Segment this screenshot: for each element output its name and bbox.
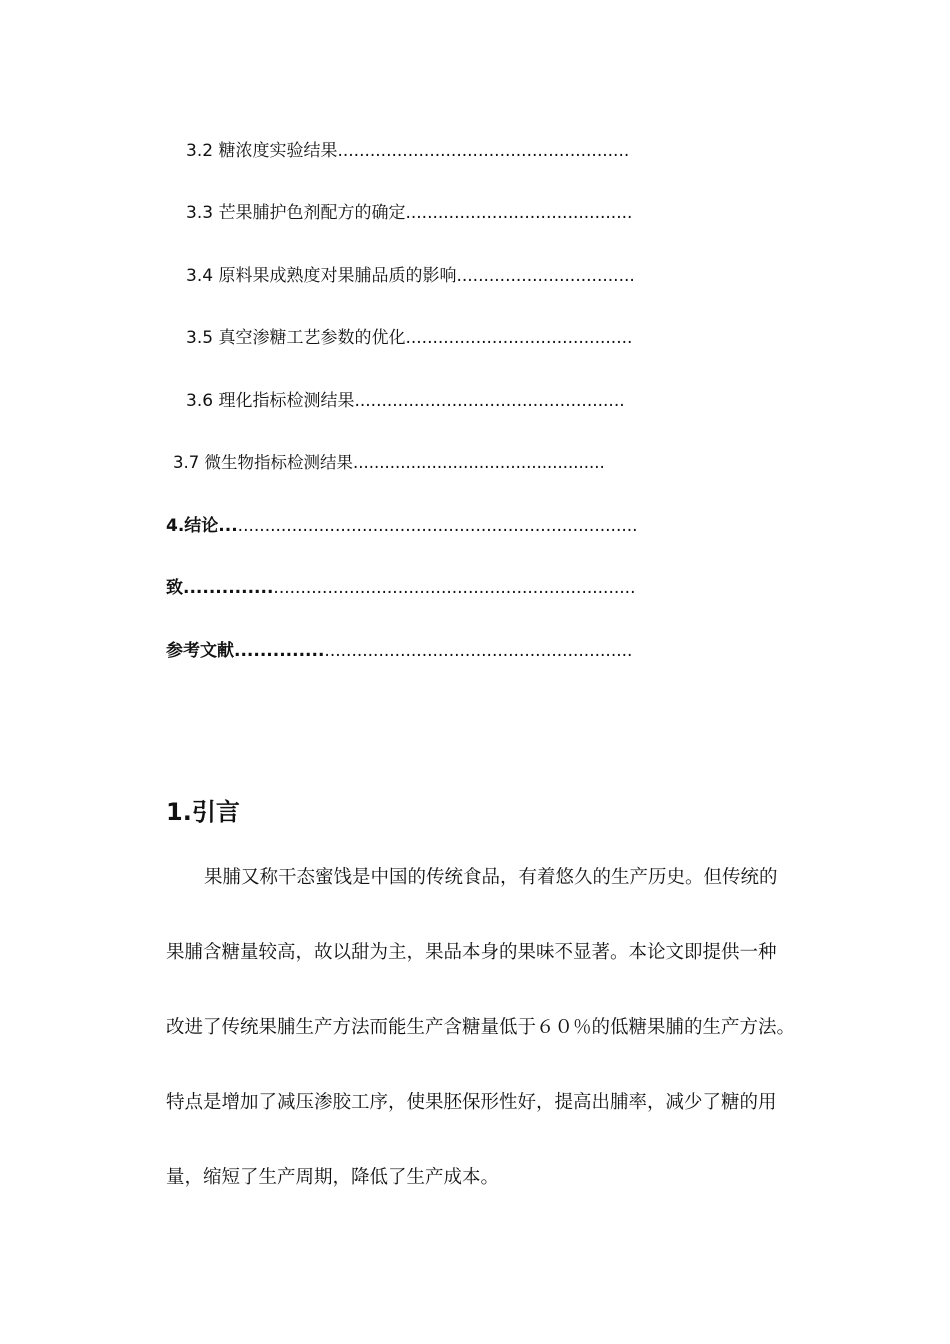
toc-leader-dots: ..........................................	[405, 203, 633, 223]
toc-item-label: 3.6 理化指标检测结果	[186, 391, 355, 411]
toc-item-label: 3.7 微生物指标检测结果	[173, 453, 353, 472]
toc-item[interactable]	[186, 264, 635, 288]
section-heading: 1.引言	[166, 798, 240, 826]
toc-item-label: 参考文献	[166, 641, 234, 661]
toc-leader-dots: ..................................................	[354, 391, 625, 411]
toc-leader-dots: .........................................................	[324, 641, 633, 661]
toc-item[interactable]	[173, 451, 605, 475]
toc-item-label: 3.3 芒果脯护色剂配方的确定	[186, 203, 406, 223]
toc-item-label: 4.结论	[166, 516, 219, 536]
toc-leader-dots: ...................................................................	[273, 578, 636, 598]
toc-item[interactable]	[166, 514, 638, 538]
paragraph-line: 特点是增加了减压渗胶工序，使果胚保形性好，提高出脯率，减少了糖的用	[166, 1092, 777, 1113]
paragraph-line: 果脯含糖量较高，故以甜为主，果品本身的果味不显著。本论文即提供一种	[166, 942, 777, 963]
toc-leader-dots: ..........................................................................	[237, 516, 638, 536]
toc-item[interactable]	[166, 639, 632, 663]
toc-item[interactable]	[186, 389, 625, 413]
paragraph-line: 果脯又称干态蜜饯是中国的传统食品，有着悠久的生产历史。但传统的	[204, 867, 778, 888]
toc-leader-dots-bold: ...	[218, 516, 238, 536]
toc-item-label: 3.2 糖浓度实验结果	[186, 141, 338, 161]
toc-item-label: 致	[166, 578, 183, 598]
paragraph-line: 量，缩短了生产周期，降低了生产成本。	[166, 1167, 500, 1188]
toc-item-label: 3.5 真空渗糖工艺参数的优化	[186, 328, 406, 348]
toc-leader-dots: ..........................................	[405, 328, 633, 348]
toc-item[interactable]	[186, 326, 632, 350]
toc-leader-dots-bold: ..............	[183, 578, 274, 598]
toc-leader-dots: ................................................	[353, 453, 605, 472]
toc-item-label: 3.4 原料果成熟度对果脯品质的影响	[186, 266, 457, 286]
toc-item[interactable]	[186, 139, 629, 163]
toc-item[interactable]	[186, 201, 632, 225]
toc-leader-dots: ......................................................	[337, 141, 630, 161]
paragraph-line: 改进了传统果脯生产方法而能生产含糖量低于６０％的低糖果脯的生产方法。	[166, 1017, 796, 1038]
toc-leader-dots-bold: ..............	[234, 641, 325, 661]
toc-item[interactable]	[166, 576, 635, 600]
toc-leader-dots: .................................	[456, 266, 635, 286]
